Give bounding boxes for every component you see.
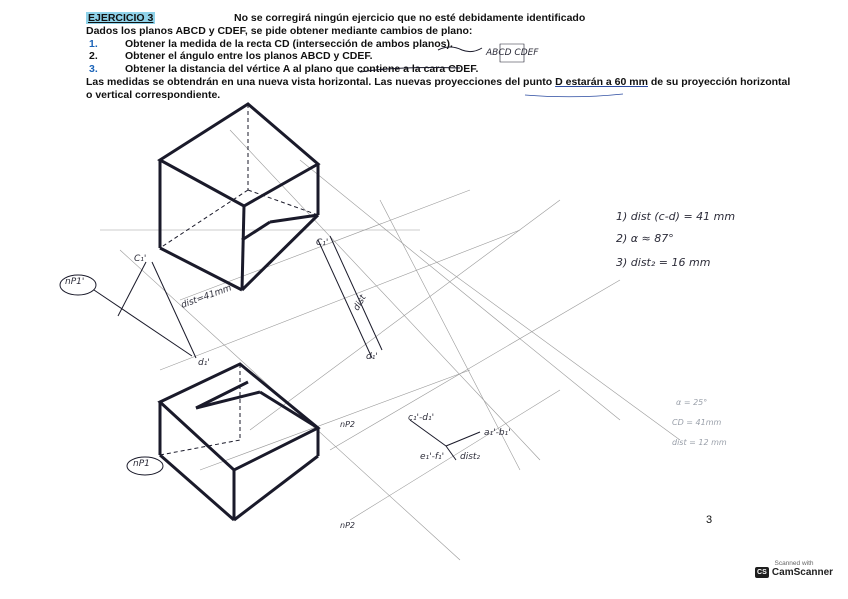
identification-notice: No se corregirá ningún ejercicio que no esté debidamente identificado xyxy=(234,12,586,24)
margin-note: ABCD CDEF xyxy=(486,48,539,58)
label-dist-second: dist xyxy=(351,293,369,313)
label-dist2: dist₂ xyxy=(460,452,481,462)
label-np1-upper: nP1' xyxy=(65,277,85,287)
task-text-1: Obtener la medida de la recta CD (intersección de ambos planos). xyxy=(125,37,453,50)
label-dist-41: dist=41mm xyxy=(179,283,234,311)
task-text-3: Obtener la distancia del vértice A al plano que contiene a la cara CDEF. xyxy=(125,63,479,76)
camscanner-brand xyxy=(752,567,836,578)
intro-text: Dados los planos ABCD y CDEF, se pide obtener mediante cambios de plano: xyxy=(86,24,473,37)
exercise-label: EJERCICIO 3 xyxy=(88,12,154,24)
page-number: 3 xyxy=(706,514,713,526)
label-d1: d₁' xyxy=(198,358,210,368)
scanned-with-text: Scanned with xyxy=(774,560,814,567)
side-note-2: CD = 41mm xyxy=(672,418,722,427)
label-np2-lower: nP2 xyxy=(340,521,355,530)
camscanner-watermark xyxy=(752,560,836,578)
side-note-3: dist = 12 mm xyxy=(672,438,727,447)
label-c1-d1: c₁'-d₁' xyxy=(408,413,435,423)
answer-2: 2) α ≈ 87° xyxy=(616,232,674,245)
label-np2: nP2 xyxy=(340,420,355,429)
camscanner-logo-icon: CS xyxy=(755,567,769,578)
label-c1-second: C₁' xyxy=(316,238,329,248)
label-e1-f1: e₁'-f₁' xyxy=(420,452,445,462)
task-number-3: 3. xyxy=(89,63,98,76)
note-part-a: Las medidas se obtendrán en una nueva vista horizontal. Las nuevas proyecciones del punto xyxy=(86,75,556,88)
note-part-b: D estarán a 60 mm xyxy=(555,75,648,88)
task-text-2: Obtener el ángulo entre los planos ABCD y CDEF. xyxy=(125,50,373,63)
answer-3: 3) dist₂ = 16 mm xyxy=(616,256,711,269)
label-d1-second: d₁' xyxy=(366,352,378,362)
label-np1-lower: nP1 xyxy=(133,459,150,469)
task-number-1: 1. xyxy=(89,37,98,50)
measurement-note-line2: o vertical correspondiente. xyxy=(86,88,221,101)
camscanner-name: CamScanner xyxy=(771,567,834,578)
side-note-1: α = 25° xyxy=(676,398,708,407)
answer-1: 1) dist (c-d) = 41 mm xyxy=(616,210,736,223)
note-part-c: de su proyección horizontal xyxy=(647,75,791,88)
task-number-2: 2. xyxy=(89,50,98,63)
label-c1: C₁' xyxy=(134,254,147,264)
label-a1-b1: a₁'-b₁' xyxy=(484,428,511,438)
